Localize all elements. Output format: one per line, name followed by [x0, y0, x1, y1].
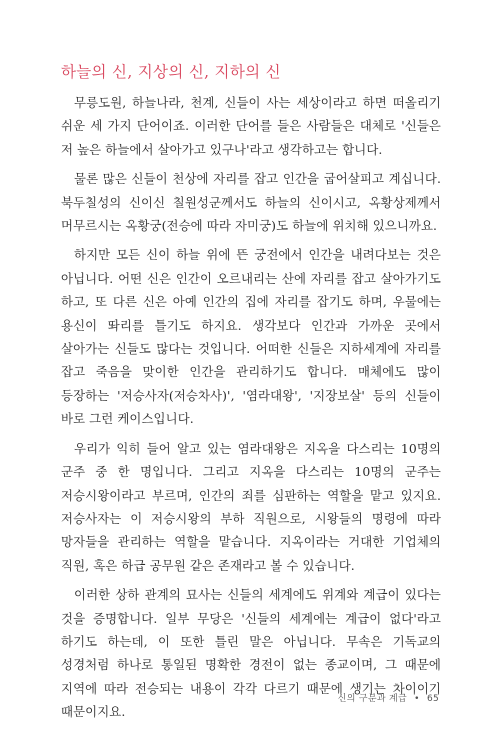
page-footer: [338, 691, 439, 704]
footer-separator: •: [414, 694, 420, 704]
section-title: 하늘의 신, 지상의 신, 지하의 신: [61, 63, 281, 81]
paragraph: 우리가 익히 들어 알고 있는 염라대왕은 지옥을 다스리는 10명의 군주 중 한 명입니다. 그리고 지옥을 다스리는 10명의 군주는 저승시왕이라고 부르며, 인간의 죄를 심판하는 역할을 맡고 있지요. 저승사자는 이 저승시왕의 부하 직원으로, 시왕들의 명령에 따라 망자들을 관리하는 역할을 맡습니다. 지옥이라는 거대한 기업체의 직원, 혹은 하급 공무원 같은 존재라고 볼 수 있습니다.: [61, 440, 441, 573]
paragraph: 이러한 상하 관계의 묘사는 신들의 세계에도 위계와 계급이 있다는 것을 증명합니다. 일부 무당은 '신들의 세계에는 계급이 없다'라고 하기도 하는데, 이 또한 틀린 말은 아닙니다. 무속은 기독교의 성경처럼 하나로 통일된 명확한 경전이 없는 종교이며, 그 때문에 지역에 따라 전승되는 내용이 각각 다르기 때문에 생기는 차이이기 때문이지요.: [61, 587, 441, 720]
page-number: 65: [426, 694, 439, 704]
paragraph: 물론 많은 신들이 천상에 자리를 잡고 인간을 굽어살피고 계십니다. 북두칠성의 신이신 칠원성군께서도 하늘의 신이시고, 옥황상제께서 머무르시는 옥황궁(전승에 따라 자미궁)도 하늘에 위치해 있으니까요.: [61, 171, 441, 234]
running-title: 신의 구분과 계급: [337, 694, 407, 704]
paragraph: 하지만 모든 신이 하늘 위에 뜬 궁전에서 인간을 내려다보는 것은 아닙니다. 어떤 신은 인간이 오르내리는 산에 자리를 잡고 살아가기도 하고, 또 다른 신은 아예 인간의 집에 자리를 잡기도 하며, 우물에는 용신이 똬리를 틀기도 하지요. 생각보다 인간과 가까운 곳에서 살아가는 신들도 많다는 것입니다. 어떠한 신들은 지하세계에 자리를 잡고 죽음을 맞이한 인간을 관리하기도 합니다. 매체에도 많이 등장하는 '저승사자(저승차사)', '염라대왕', '지장보살' 등의 신들이 바로 그런 케이스입니다.: [61, 247, 441, 427]
paragraph: 무릉도원, 하늘나라, 천계, 신들이 사는 세상이라고 하면 떠올리기 쉬운 세 가지 단어이죠. 이러한 단어를 들은 사람들은 대체로 '신들은 저 높은 하늘에서 살아가고 있구나'라고 생각하고는 합니다.: [61, 95, 441, 157]
